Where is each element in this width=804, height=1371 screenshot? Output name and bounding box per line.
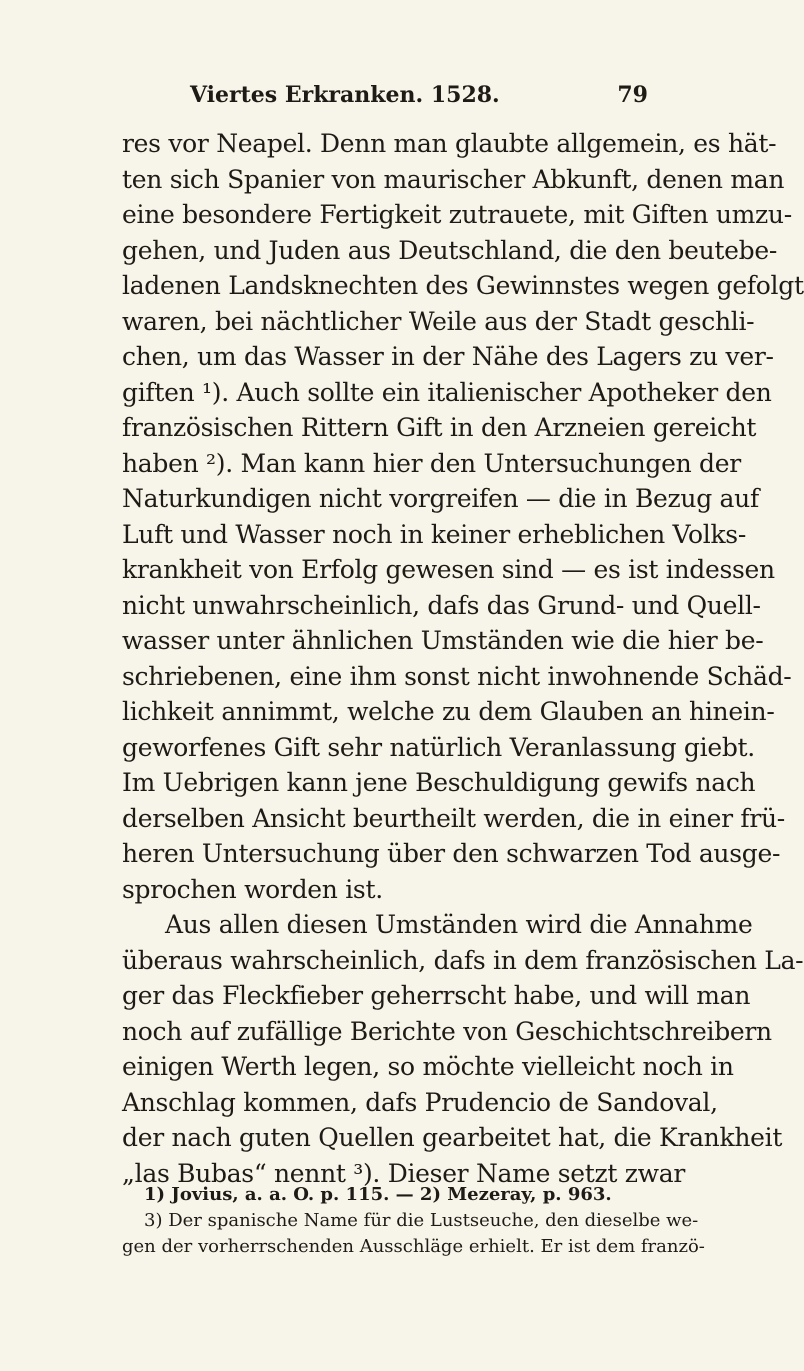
text-line: noch auf zufällige Berichte von Geschichtschreibern — [122, 1016, 772, 1046]
text-line: überaus wahrscheinlich, dafs in dem französischen La- — [122, 945, 804, 975]
text-line: Anschlag kommen, dafs Prudencio de Sandoval, — [122, 1087, 718, 1117]
text-line: heren Untersuchung über den schwarzen Tod ausge- — [122, 839, 781, 868]
text-line: waren, bei nächtlicher Weile aus der Stadt geschli- — [122, 306, 755, 336]
text-line: nicht unwahrscheinlich, dafs das Grund- und Quell- — [122, 590, 761, 620]
text-line: gehen, und Juden aus Deutschland, die den beutebe- — [122, 235, 777, 265]
text-line: haben ²). Man kann hier den Untersuchungen der — [122, 448, 741, 478]
text-line: schriebenen, eine ihm sonst nicht inwohnende Schäd- — [122, 661, 792, 691]
text-line: eine besondere Fertigkeit zutrauete, mit Giften umzu- — [122, 200, 792, 229]
text-line: einigen Werth legen, so möchte vielleicht noch in — [122, 1052, 734, 1081]
text-line: krankheit von Erfolg gewesen sind — es ist indessen — [122, 555, 775, 584]
text-line: wasser unter ähnlichen Umständen wie die hier be- — [122, 626, 764, 655]
running-title: Viertes Erkranken. 1528. — [190, 82, 500, 108]
text-line: der nach guten Quellen gearbeitet hat, die Krankheit — [122, 1123, 783, 1152]
text-line: „las Bubas“ nennt ³). Dieser Name setzt zwar — [122, 1158, 685, 1188]
text-line: ladenen Landsknechten des Gewinnstes wegen gefolgt — [122, 271, 804, 300]
text-line: Luft und Wasser noch in keiner erheblichen Volks- — [122, 519, 746, 549]
text-line: giften ¹). Auch sollte ein italienischer Apotheker den — [122, 377, 772, 407]
text-line: französischen Rittern Gift in den Arzneien gereicht — [122, 413, 757, 442]
text-line: Aus allen diesen Umständen wird die Annahme — [165, 910, 753, 939]
page-number: 79 — [617, 82, 648, 108]
text-line: ger das Fleckfieber geherrscht habe, und will man — [122, 981, 751, 1010]
footnotes — [122, 1182, 705, 1260]
text-line: chen, um das Wasser in der Nähe des Lagers zu ver- — [122, 342, 774, 371]
page-header — [190, 78, 648, 112]
text-line: ten sich Spanier von maurischer Abkunft, denen man — [122, 164, 785, 194]
text-line: Naturkundigen nicht vorgreifen — die in Bezug auf — [122, 484, 759, 513]
text-line: sprochen worden ist. — [122, 874, 383, 904]
text-line: derselben Ansicht beurtheilt werden, die in einer frü- — [122, 803, 785, 833]
body-text — [122, 126, 804, 1191]
footnote-line: 1) Jovius, a. a. O. p. 115. — 2) Mezeray, p. 963. — [144, 1184, 612, 1205]
text-line: res vor Neapel. Denn man glaubte allgemein, es hät- — [122, 129, 777, 158]
text-line: Im Uebrigen kann jene Beschuldigung gewifs nach — [122, 768, 756, 797]
text-line: lichkeit annimmt, welche zu dem Glauben an hinein- — [122, 697, 775, 726]
text-line: geworfenes Gift sehr natürlich Veranlassung giebt. — [122, 732, 755, 762]
footnote-line: gen der vorherrschenden Ausschläge erhielt. Er ist dem franzö- — [122, 1236, 705, 1257]
footnote-line: 3) Der spanische Name für die Lustseuche, den dieselbe we- — [144, 1210, 699, 1231]
